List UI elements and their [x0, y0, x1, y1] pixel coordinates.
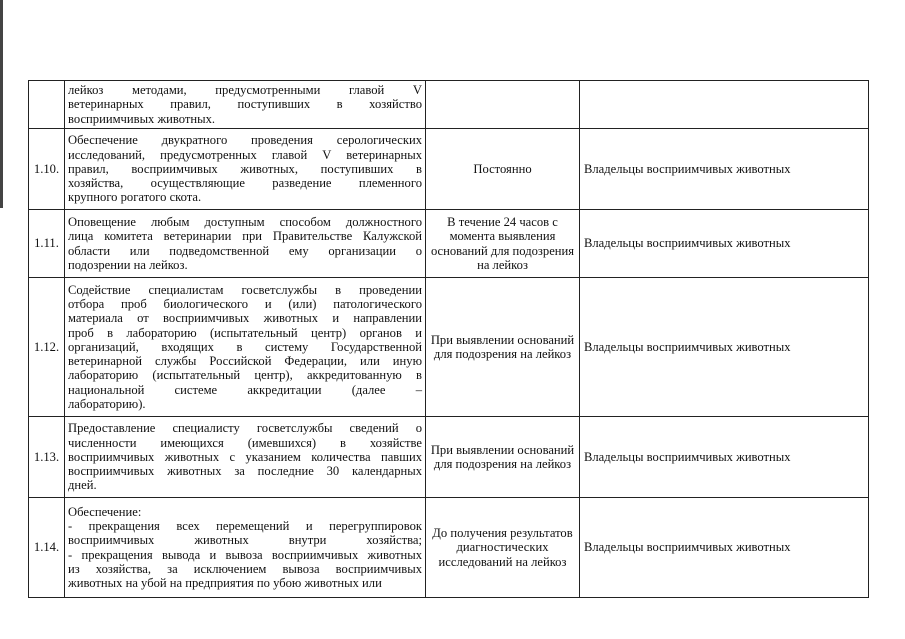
item-number	[29, 81, 65, 129]
description-line: животных на убой на предприятия по убою животных или	[68, 575, 382, 590]
description-line: восприимчивых животных за последние 30 календарных	[68, 464, 422, 479]
description-line: Предоставление специалисту госветслужбы сведений о	[68, 421, 422, 436]
description-line: восприимчивых животных с указанием количества павших	[68, 449, 422, 464]
table-row	[29, 129, 869, 210]
description-line: из хозяйства, за исключением вывоза восприимчивых	[68, 561, 422, 576]
measure-responsible: Владельцы восприимчивых животных	[580, 129, 869, 210]
item-number: 1.14.	[29, 498, 65, 598]
item-number: 1.10.	[29, 129, 65, 210]
table-row	[29, 498, 869, 598]
description-line: организаций, входящих в систему Государственной	[68, 339, 422, 354]
description-line: Содействие специалистам госветслужбы в проведении	[68, 283, 422, 298]
description-line: крупного рогатого скота.	[68, 190, 202, 205]
description-line: правил, восприимчивых животных, поступивших в	[68, 161, 422, 176]
description-line: области или подведомственной ему организации о	[68, 243, 422, 258]
measure-description	[65, 81, 426, 129]
description-line: ветеринарных правил, поступивших в хозяйство	[68, 97, 422, 112]
description-line: материала от восприимчивых животных и направлении	[68, 311, 422, 326]
measures-table	[28, 80, 869, 598]
table-row	[29, 278, 869, 417]
description-line: подозрении на лейкоз.	[68, 257, 188, 272]
description-line: дней.	[68, 478, 97, 493]
item-number: 1.12.	[29, 278, 65, 417]
description-line: лабораторию).	[68, 396, 146, 411]
measure-responsible	[580, 81, 869, 129]
measure-responsible: Владельцы восприимчивых животных	[580, 210, 869, 278]
measure-description	[65, 129, 426, 210]
description-line: отбора проб биологического и (или) патологического	[68, 297, 422, 312]
measure-deadline: При выявлении оснований для подозрения на лейкоз	[426, 417, 580, 498]
measures-table-body	[29, 81, 869, 598]
description-line: лейкоз методами, предусмотренными главой V	[68, 83, 422, 98]
description-line: восприимчивых животных внутри хозяйства;	[68, 533, 422, 548]
measure-description	[65, 417, 426, 498]
measure-deadline	[426, 81, 580, 129]
description-line: лабораторию (испытательный центр), аккредитованную в	[68, 368, 422, 383]
measure-deadline: Постоянно	[426, 129, 580, 210]
description-line: численности имеющихся (имевшихся) в хозяйстве	[68, 435, 422, 450]
description-line: Обеспечение:	[68, 504, 142, 519]
description-line: восприимчивых животных.	[68, 111, 216, 126]
measure-responsible: Владельцы восприимчивых животных	[580, 417, 869, 498]
description-line: хозяйства, осуществляющие разведение племенного	[68, 176, 422, 191]
description-line: исследований, предусмотренных главой V ветеринарных	[68, 147, 422, 162]
scan-edge-line	[0, 0, 3, 208]
document-page	[28, 80, 868, 600]
table-row	[29, 81, 869, 129]
measure-responsible: Владельцы восприимчивых животных	[580, 498, 869, 598]
description-line: Обеспечение двукратного проведения серологических	[68, 133, 422, 148]
item-number: 1.13.	[29, 417, 65, 498]
table-row	[29, 210, 869, 278]
item-number: 1.11.	[29, 210, 65, 278]
description-line: проб в лабораторию (испытательный центр) органов и	[68, 325, 422, 340]
table-row	[29, 417, 869, 498]
measure-deadline: При выявлении оснований для подозрения на лейкоз	[426, 278, 580, 417]
measure-responsible: Владельцы восприимчивых животных	[580, 278, 869, 417]
measure-description	[65, 278, 426, 417]
description-line: ветеринарной службы Российской Федерации, или иную	[68, 354, 422, 369]
description-line: национальной системе аккредитации (далее –	[68, 382, 422, 397]
description-line: Оповещение любым доступным способом должностного	[68, 215, 422, 230]
description-line: - прекращения всех перемещений и перегруппировок	[68, 519, 422, 534]
measure-deadline: В течение 24 часов с момента выявления оснований для подозрения на лейкоз	[426, 210, 580, 278]
measure-description	[65, 498, 426, 598]
description-line: лица комитета ветеринарии при Правительстве Калужской	[68, 229, 422, 244]
measure-deadline: До получения результатов диагностических исследований на лейкоз	[426, 498, 580, 598]
description-line: - прекращения вывода и вывоза восприимчивых животных	[68, 547, 422, 562]
measure-description	[65, 210, 426, 278]
